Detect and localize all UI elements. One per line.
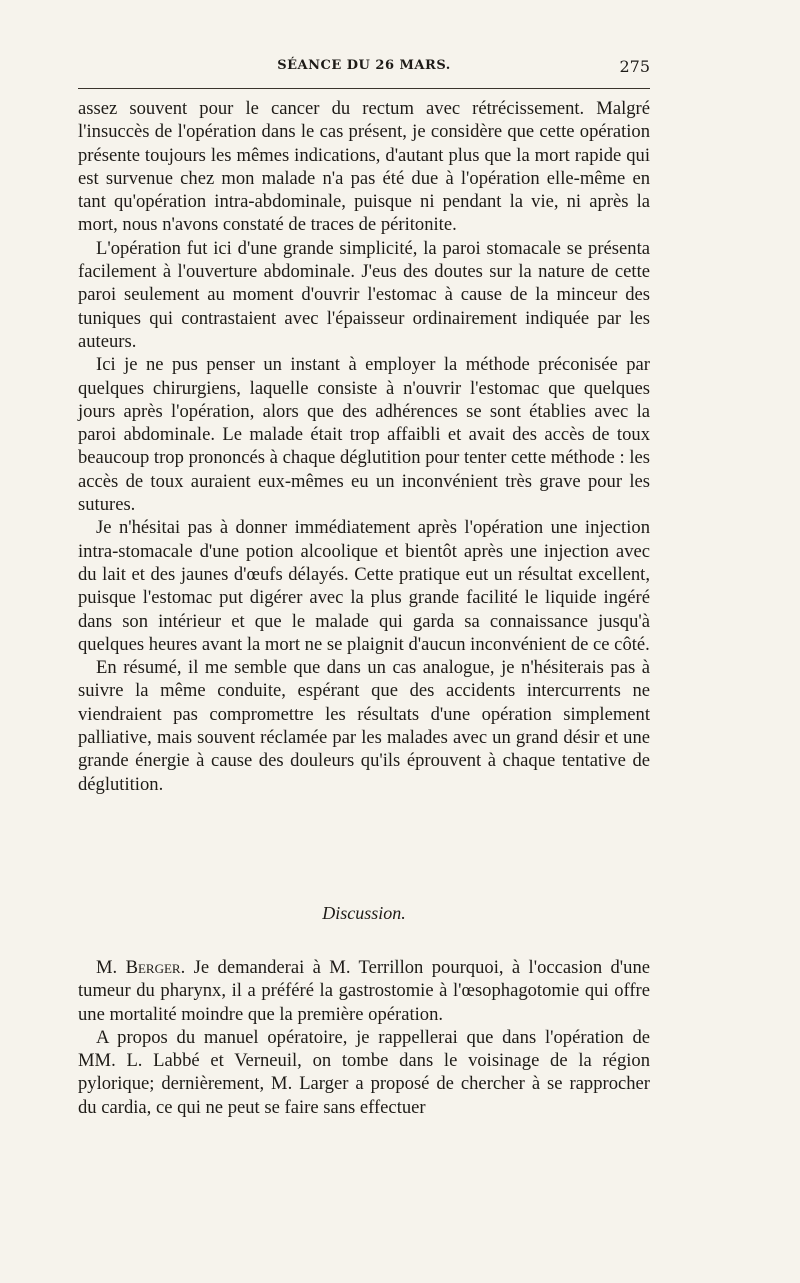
paragraph: Je n'hésitai pas à donner immédiatement après l'opération une injection intra-stomacale d'une potion alcoolique et bientôt après une injection avec du lait et des jaunes d'œufs délayés. Cette pratique eut un résultat excellent, puisque l'estomac put digérer avec la plus grande facilité le liquide ingéré dans son intérieur et que le malade qui garda sa connaissance jusqu'à quelques heures avant la mort ne se plaignit d'aucun inconvénient de ce côté. (78, 517, 650, 655)
speaker-text: Je demanderai à M. Terrillon pourquoi, à l'occasion d'une tumeur du pharynx, il a préféré la gastrostomie à l'œsophagotomie qui offre une mortalité moindre que la première opération. (78, 957, 651, 1025)
speaker-name: M. Berger. (96, 957, 186, 978)
running-title: SÉANCE DU 26 MARS. (277, 58, 451, 73)
discussion-paragraph (78, 956, 650, 1026)
page-number: 275 (619, 57, 650, 76)
discussion-text (78, 956, 650, 1119)
paragraph: L'opération fut ici d'une grande simplicité, la paroi stomacale se présenta facilement à l'ouverture abdominale. J'eus des doutes sur la nature de cette paroi seulement au moment d'ouvrir l'estomac à cause de la minceur des tuniques qui contrastaient avec l'épaisseur ordinairement indiquée par les auteurs. (78, 237, 650, 352)
section-heading: Discussion. (322, 903, 406, 923)
discussion-paragraph: A propos du manuel opératoire, je rappellerai que dans l'opération de MM. L. Labbé et Verneuil, on tombe dans le voisinage de la région pylorique; dernièrement, M. Larger a proposé de chercher à se rapprocher du cardia, ce qui ne peut se faire sans effectuer (78, 1026, 650, 1118)
paragraph: Ici je ne pus penser un instant à employer la méthode préconisée par quelques chirurgiens, laquelle consiste à n'ouvrir l'estomac que quelques jours après l'opération, alors que des adhérences se sont établies avec la paroi abdominale. Le malade était trop affaibli et avait des accès de toux beaucoup trop prononcés à chaque déglutition pour tenter cette méthode : les accès de toux auraient eux-mêmes eu un inconvénient très grave pour les sutures. (78, 354, 650, 516)
running-head (78, 58, 650, 80)
paragraph: assez souvent pour le cancer du rectum avec rétrécissement. Malgré l'insuccès de l'opération dans le cas présent, je considère que cette opération présente toujours les mêmes indications, d'autant plus que la mort rapide qui est survenue chez mon malade n'a pas été due à l'opération elle-même en tant qu'opération intra-abdominale, puisque ni pendant la vie, ni après la mort, nous n'avons constaté de traces de péritonite. (78, 98, 650, 236)
main-text (78, 97, 650, 796)
paragraph: En résumé, il me semble que dans un cas analogue, je n'hésiterais pas à suivre la même conduite, espérant que des accidents intercurrents ne viendraient pas compromettre les résultats d'une opération simplement palliative, mais souvent réclamée par les malades avec un grand désir et une grande énergie à cause des douleurs qu'ils éprouvent à chaque tentative de déglutition. (78, 657, 650, 795)
header-rule (78, 88, 650, 89)
